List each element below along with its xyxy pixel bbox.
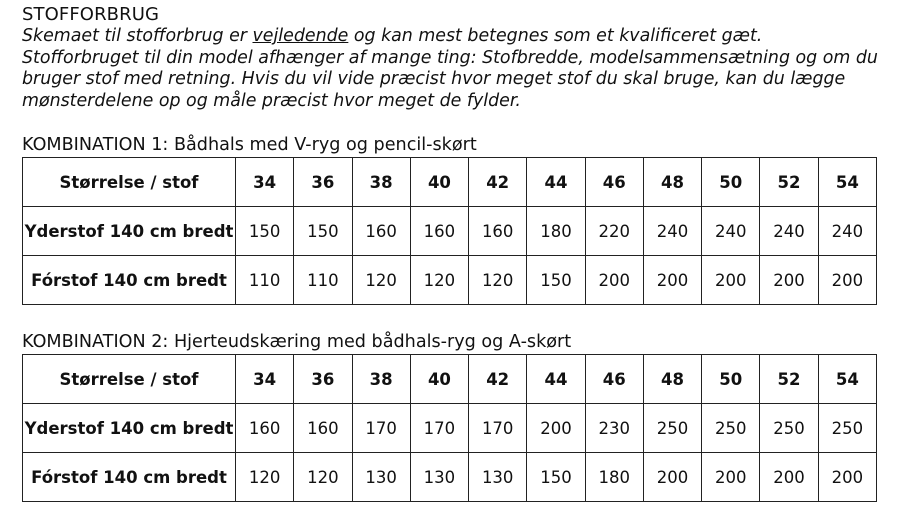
size-cell: 52 <box>760 158 818 207</box>
value-cell: 240 <box>760 207 818 256</box>
table-row <box>23 256 877 305</box>
size-cell: 34 <box>236 158 294 207</box>
value-cell: 200 <box>760 453 818 502</box>
value-cell: 110 <box>236 256 294 305</box>
size-cell: 52 <box>760 355 818 404</box>
value-cell: 130 <box>469 453 527 502</box>
row-label-cell: Fórstof 140 cm bredt <box>23 453 236 502</box>
value-cell: 200 <box>702 453 760 502</box>
value-cell: 230 <box>585 404 643 453</box>
value-cell: 150 <box>527 256 585 305</box>
value-cell: 120 <box>410 256 468 305</box>
value-cell: 200 <box>760 256 818 305</box>
value-cell: 180 <box>527 207 585 256</box>
intro-underlined-word: vejledende <box>252 26 349 46</box>
size-cell: 54 <box>818 158 876 207</box>
value-cell: 200 <box>818 453 876 502</box>
value-cell: 160 <box>410 207 468 256</box>
table-header-row <box>23 158 877 207</box>
table-header-row <box>23 355 877 404</box>
value-cell: 200 <box>702 256 760 305</box>
value-cell: 240 <box>702 207 760 256</box>
value-cell: 200 <box>527 404 585 453</box>
value-cell: 240 <box>818 207 876 256</box>
size-cell: 38 <box>352 158 410 207</box>
value-cell: 220 <box>585 207 643 256</box>
value-cell: 130 <box>352 453 410 502</box>
combination-1-table <box>22 157 877 305</box>
value-cell: 120 <box>469 256 527 305</box>
size-cell: 36 <box>294 158 352 207</box>
value-cell: 160 <box>469 207 527 256</box>
page <box>22 0 882 502</box>
value-cell: 160 <box>236 404 294 453</box>
size-cell: 46 <box>585 158 643 207</box>
value-cell: 160 <box>352 207 410 256</box>
size-cell: 42 <box>469 158 527 207</box>
combination-1-title: KOMBINATION 1: Bådhals med V-ryg og pencil-skørt <box>22 135 477 156</box>
table-row <box>23 404 877 453</box>
value-cell: 170 <box>352 404 410 453</box>
value-cell: 170 <box>469 404 527 453</box>
value-cell: 150 <box>294 207 352 256</box>
value-cell: 250 <box>818 404 876 453</box>
row-label-cell: Yderstof 140 cm bredt <box>23 404 236 453</box>
header-label-cell: Størrelse / stof <box>23 355 236 404</box>
table-row <box>23 207 877 256</box>
value-cell: 250 <box>643 404 701 453</box>
value-cell: 150 <box>236 207 294 256</box>
value-cell: 120 <box>294 453 352 502</box>
size-cell: 48 <box>643 355 701 404</box>
intro-paragraph <box>22 26 882 112</box>
value-cell: 200 <box>818 256 876 305</box>
value-cell: 130 <box>410 453 468 502</box>
value-cell: 160 <box>294 404 352 453</box>
value-cell: 240 <box>643 207 701 256</box>
size-cell: 48 <box>643 158 701 207</box>
intro-text-end: og kan mest betegnes som et kvalificeret gæt. Stofforbruget til din model afhænger af mange ting: Stofbredde, modelsammensætning og om du bruger stof med retning. Hvis du vil vide præcist hvor meget stof du skal bruge, kan du lægge mønsterdelene op og måle præcist hvor meget de fylder. <box>22 26 878 111</box>
value-cell: 170 <box>410 404 468 453</box>
section-heading: STOFFORBRUG <box>22 4 160 25</box>
value-cell: 200 <box>643 256 701 305</box>
value-cell: 180 <box>585 453 643 502</box>
header-label-cell: Størrelse / stof <box>23 158 236 207</box>
value-cell: 250 <box>760 404 818 453</box>
intro-text-start: Skemaet til stofforbrug er <box>22 26 253 46</box>
value-cell: 200 <box>643 453 701 502</box>
value-cell: 150 <box>527 453 585 502</box>
combination-2-table <box>22 354 877 502</box>
size-cell: 34 <box>236 355 294 404</box>
size-cell: 50 <box>702 355 760 404</box>
size-cell: 44 <box>527 355 585 404</box>
value-cell: 110 <box>294 256 352 305</box>
size-cell: 36 <box>294 355 352 404</box>
size-cell: 38 <box>352 355 410 404</box>
size-cell: 42 <box>469 355 527 404</box>
table-row <box>23 453 877 502</box>
size-cell: 54 <box>818 355 876 404</box>
row-label-cell: Fórstof 140 cm bredt <box>23 256 236 305</box>
size-cell: 40 <box>410 355 468 404</box>
size-cell: 44 <box>527 158 585 207</box>
combination-2-title: KOMBINATION 2: Hjerteudskæring med bådhals-ryg og A-skørt <box>22 332 572 353</box>
row-label-cell: Yderstof 140 cm bredt <box>23 207 236 256</box>
value-cell: 250 <box>702 404 760 453</box>
size-cell: 40 <box>410 158 468 207</box>
size-cell: 50 <box>702 158 760 207</box>
value-cell: 120 <box>352 256 410 305</box>
value-cell: 200 <box>585 256 643 305</box>
value-cell: 120 <box>236 453 294 502</box>
size-cell: 46 <box>585 355 643 404</box>
